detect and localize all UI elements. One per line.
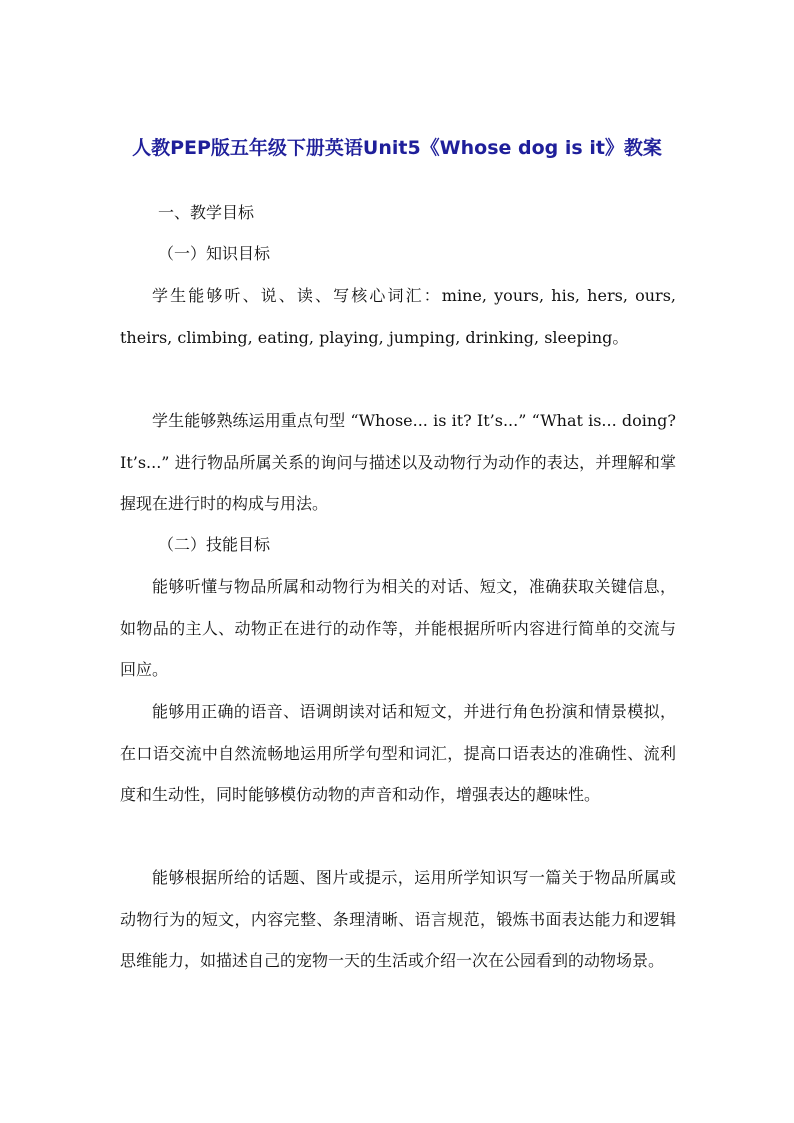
paragraph-listening-skills: 能够听懂与物品所属和动物行为相关的对话、短文，准确获取关键信息，如物品的主人、动物正在进行的动作等，并能根据所听内容进行简单的交流与回应。	[120, 577, 676, 680]
paragraph-speaking-skills: 能够用正确的语音、语调朗读对话和短文，并进行角色扮演和情景模拟，在口语交流中自然流畅地运用所学句型和词汇，提高口语表达的准确性、流利度和生动性，同时能够模仿动物的声音和动作，增强表达的趣味性。	[120, 702, 676, 805]
subheading-skill-goals: （二）技能目标	[158, 535, 271, 554]
document-title: 人教PEP版五年级下册英语Unit5《Whose dog is it》教案	[132, 137, 662, 159]
section-heading-teaching-goals: 一、教学目标	[158, 203, 255, 222]
paragraph-key-sentences: 学生能够熟练运用重点句型 “Whose... is it? It’s...” “What is... doing? It’s...” 进行物品所属关系的询问与描述以及动物行为动作的表达，并理解和掌握现在进行时的构成与用法。	[120, 411, 676, 514]
paragraph-writing-skills: 能够根据所给的话题、图片或提示，运用所学知识写一篇关于物品所属或动物行为的短文，内容完整、条理清晰、语言规范，锻炼书面表达能力和逻辑思维能力，如描述自己的宠物一天的生活或介绍一次在公园看到的动物场景。	[120, 868, 676, 971]
paragraph-core-vocabulary: 学生能够听、说、读、写核心词汇：mine, yours, his, hers, ours, theirs, climbing, eating, playing, jumping, drinking, sleeping。	[120, 286, 676, 347]
subheading-knowledge-goals: （一）知识目标	[158, 244, 271, 263]
